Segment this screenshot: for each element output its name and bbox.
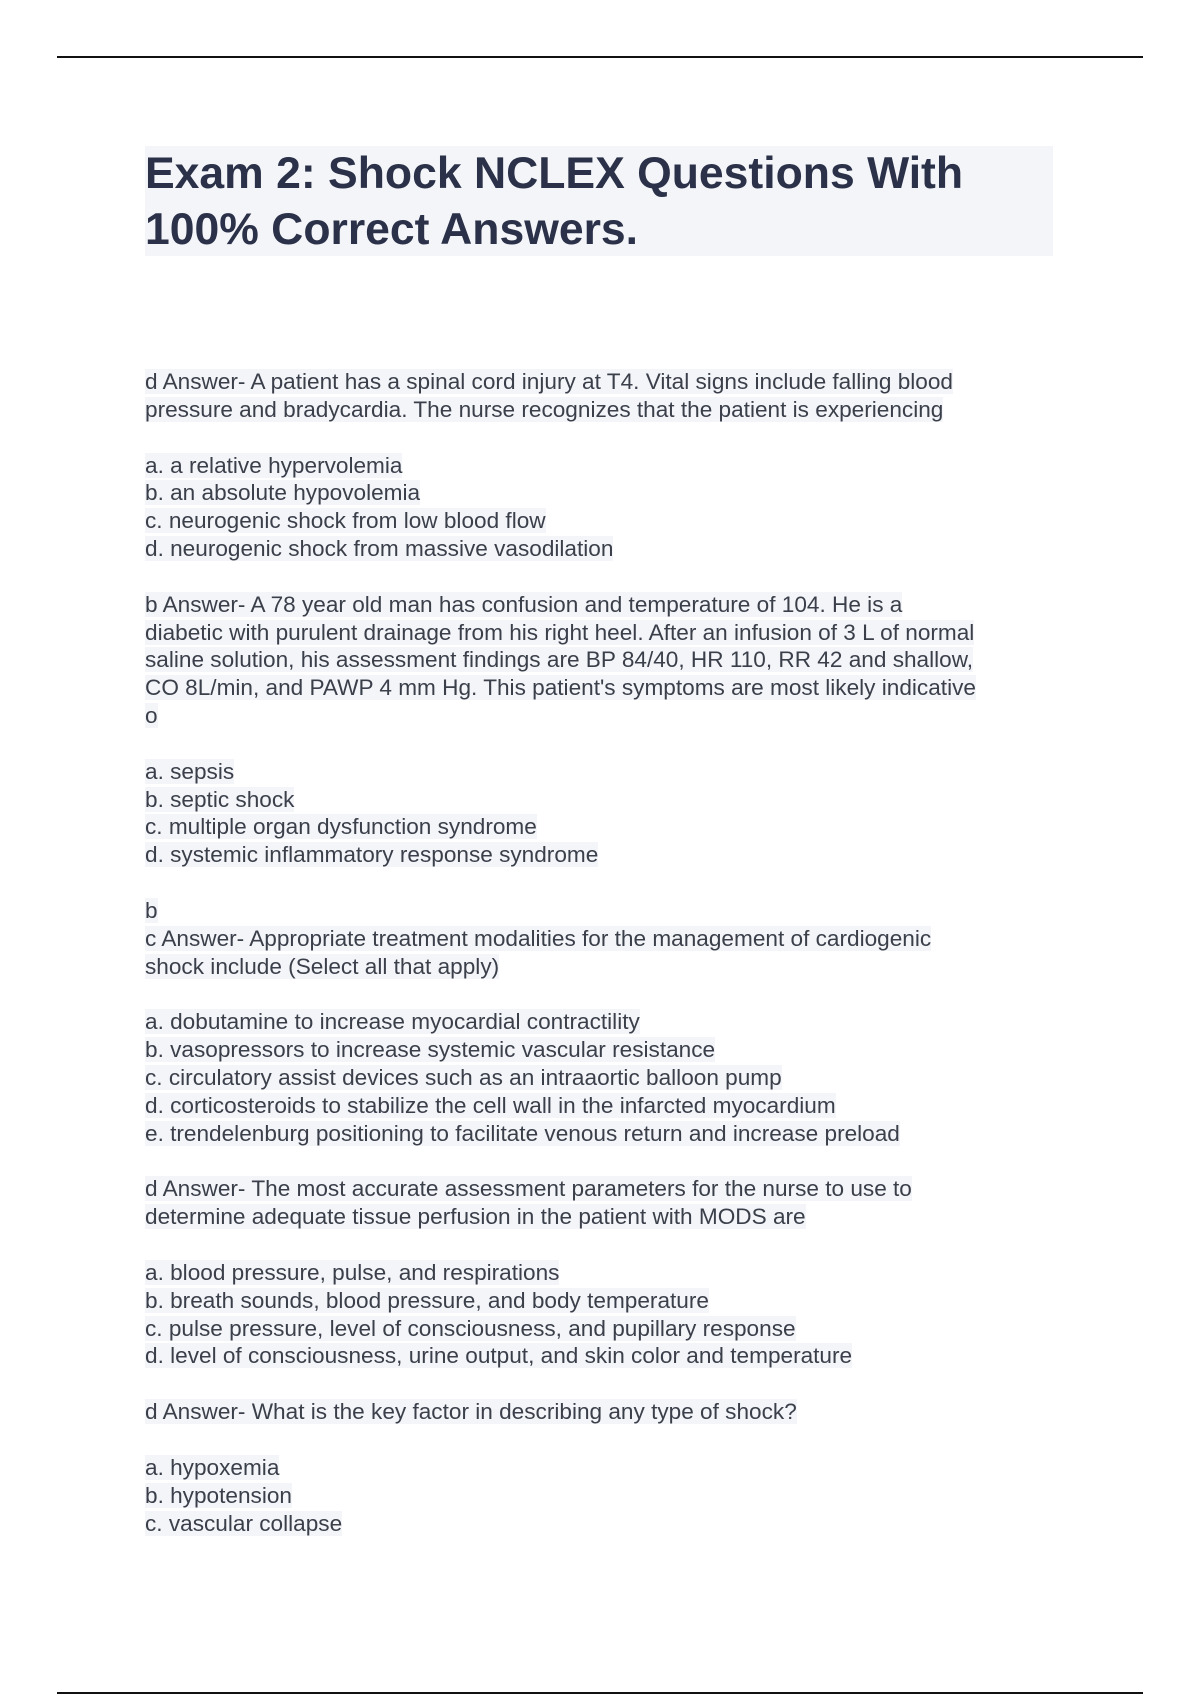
title-line: 100% Correct Answers. <box>145 205 639 254</box>
stem-line: pressure and bradycardia. The nurse recognizes that the patient is experiencing <box>145 396 944 422</box>
stem-line: determine adequate tissue perfusion in the patient with MODS are <box>145 1204 806 1230</box>
question-block <box>145 368 1065 563</box>
stem-line: shock include (Select all that apply) <box>145 953 500 979</box>
stem-line: d Answer- A patient has a spinal cord injury at T4. Vital signs include falling blood <box>145 369 954 394</box>
stem-line: diabetic with purulent drainage from his right heel. After an infusion of 3 L of normal <box>145 619 975 645</box>
option-item: c. multiple organ dysfunction syndrome <box>145 814 537 840</box>
stem-line: d Answer- What is the key factor in describing any type of shock? <box>145 1399 797 1425</box>
title-block <box>145 146 1053 256</box>
option-item: a. sepsis <box>145 758 235 784</box>
option-item: b. vasopressors to increase systemic vascular resistance <box>145 1037 716 1063</box>
stem-line: b <box>145 897 158 923</box>
stem-line: d Answer- The most accurate assessment parameters for the nurse to use to <box>145 1176 912 1202</box>
option-item: c. pulse pressure, level of consciousness, and pupillary response <box>145 1315 796 1341</box>
option-item: c. neurogenic shock from low blood flow <box>145 508 546 534</box>
answer-options <box>145 452 1065 563</box>
answer-options <box>145 758 1065 869</box>
top-rule <box>57 56 1143 58</box>
answer-options <box>145 1454 1065 1537</box>
bottom-rule <box>57 1692 1143 1694</box>
option-item: e. trendelenburg positioning to facilitate venous return and increase preload <box>145 1120 900 1146</box>
question-block <box>145 1398 1065 1537</box>
page-title <box>145 146 1053 258</box>
title-line: Exam 2: Shock NCLEX Questions With <box>145 149 964 198</box>
question-stem <box>145 897 1065 980</box>
option-item: a. dobutamine to increase myocardial contractility <box>145 1009 640 1035</box>
stem-line: b Answer- A 78 year old man has confusion and temperature of 104. He is a <box>145 591 903 617</box>
option-item: b. septic shock <box>145 786 295 812</box>
stem-line: c Answer- Appropriate treatment modalities for the management of cardiogenic <box>145 925 932 951</box>
stem-line: CO 8L/min, and PAWP 4 mm Hg. This patient's symptoms are most likely indicative <box>145 675 976 701</box>
option-item: b. an absolute hypovolemia <box>145 480 421 506</box>
option-item: d. corticosteroids to stabilize the cell wall in the infarcted myocardium <box>145 1092 836 1118</box>
option-item: d. level of consciousness, urine output, and skin color and temperature <box>145 1343 853 1369</box>
answer-options <box>145 1259 1065 1370</box>
question-stem <box>145 1398 1065 1426</box>
option-item: a. a relative hypervolemia <box>145 452 403 478</box>
question-block <box>145 897 1065 1147</box>
document-body <box>145 368 1065 1537</box>
option-item: b. hypotension <box>145 1482 292 1508</box>
option-item: c. vascular collapse <box>145 1510 343 1536</box>
option-item: b. breath sounds, blood pressure, and body temperature <box>145 1287 709 1313</box>
question-block <box>145 591 1065 869</box>
stem-line: saline solution, his assessment findings are BP 84/40, HR 110, RR 42 and shallow, <box>145 647 974 673</box>
option-item: d. systemic inflammatory response syndrome <box>145 842 599 868</box>
answer-options <box>145 1008 1065 1147</box>
option-item: a. hypoxemia <box>145 1454 280 1480</box>
question-stem <box>145 591 1065 730</box>
option-item: a. blood pressure, pulse, and respirations <box>145 1259 560 1285</box>
stem-line: o <box>145 702 158 728</box>
option-item: d. neurogenic shock from massive vasodilation <box>145 535 614 561</box>
question-stem <box>145 1175 1065 1231</box>
question-block <box>145 1175 1065 1370</box>
question-stem <box>145 368 1065 424</box>
option-item: c. circulatory assist devices such as an intraaortic balloon pump <box>145 1064 782 1090</box>
